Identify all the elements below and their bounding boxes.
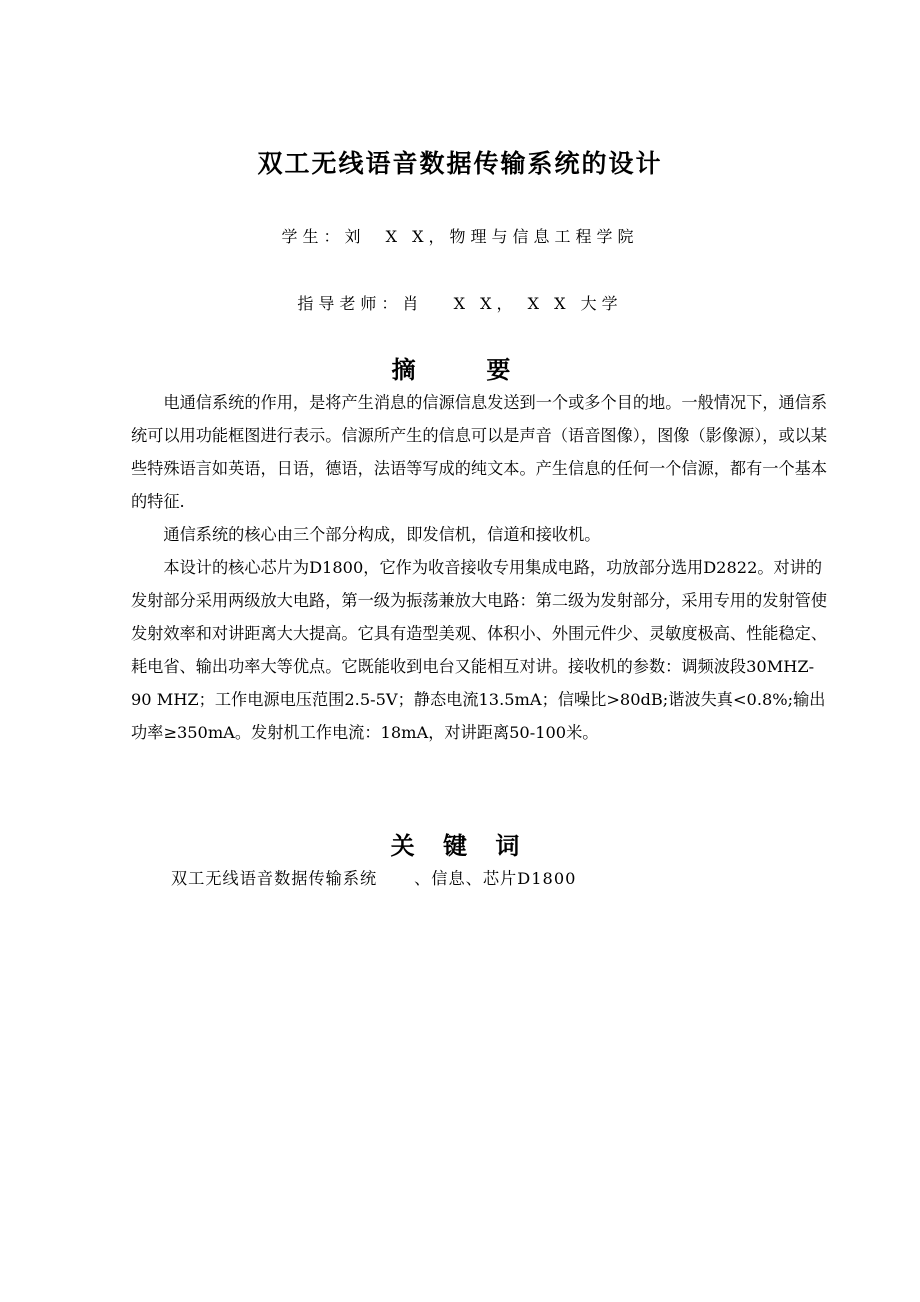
document-title: 双工无线语音数据传输系统的设计: [257, 149, 663, 178]
advisor-info: 指导老师：肖 X X， X X 大学: [297, 294, 623, 313]
keywords-text: 双工无线语音数据传输系统 、信息、芯片D1800: [171, 869, 577, 888]
abstract-paragraph: 通信系统的核心由三个部分构成，即发信机，信道和接收机。: [163, 525, 601, 544]
student-info: 学生：刘 X X，物理与信息工程学院: [281, 227, 639, 246]
keywords-heading: 关 键 词: [390, 832, 530, 860]
abstract-paragraph: 本设计的核心芯片为D1800，它作为收音接收专用集成电路，功放部分选用D2822。对讲的发射部分采用两级放大电路，第一级为振荡兼放大电路：第二级为发射部分，采用专用的发射管使发射效率和对讲距离大大提高。它具有造型美观、体积小、外围元件少、灵敏度极高、性能稳定、耗电省、输出功率大等优点。它既能收到电台又能相互对讲。接收机的参数：调频波段30MHZ-90 MHZ；工作电源电压范围2.5-5V；静态电流13.5mA；信噪比>80dB;谐波失真<0.8%;输出功率≥350mA。发射机工作电流：18mA，对讲距离50-100米。: [131, 558, 828, 742]
abstract-heading: 摘 要: [391, 356, 529, 384]
abstract-body: [131, 386, 831, 749]
abstract-paragraph: 电通信系统的作用，是将产生消息的信源信息发送到一个或多个目的地。一般情况下，通信系统可以用功能框图进行表示。信源所产生的信息可以是声音（语音图像），图像（影像源），或以某些特殊语言如英语，日语，德语，法语等写成的纯文本。产生信息的任何一个信源，都有一个基本的特征.: [131, 393, 828, 511]
